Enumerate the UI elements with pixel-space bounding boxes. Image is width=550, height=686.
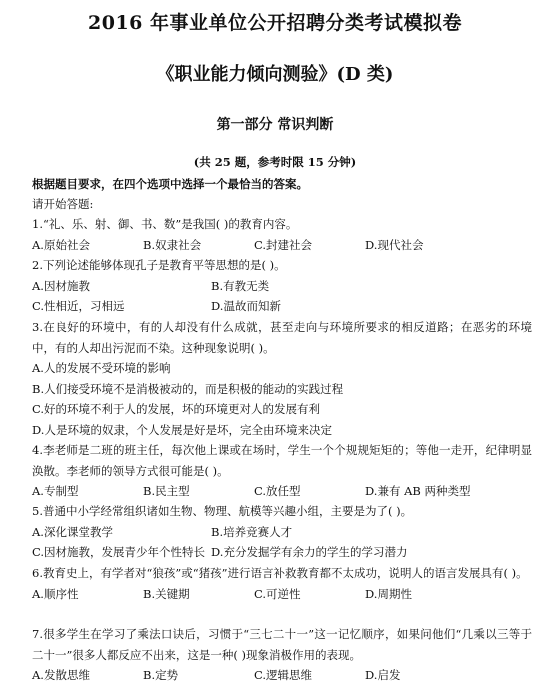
question-text: 2.下列论述能够体现孔子是教育平等思想的是( )。 <box>32 258 286 272</box>
question-2 <box>32 255 532 317</box>
option-row <box>32 542 532 563</box>
option-d: D.周期性 <box>365 586 412 601</box>
option-row <box>32 584 532 605</box>
option-b: B.人们接受环境不是消极被动的，而是积极的能动的实践过程 <box>32 381 344 396</box>
option-c: C.封建社会 <box>254 237 313 252</box>
question-text: 3.在良好的环境中，有的人却没有什么成就，甚至走向与环境所要求的相反道路；在恶劣的环境中，有的人却出污泥而不染。这种现象说明( )。 <box>32 320 532 355</box>
question-text: 6.教育史上，有学者对“狼孩”或“猪孩”进行语言补救教育都不太成功，说明人的语言发展具有( )。 <box>32 566 528 580</box>
exam-subtitle: 《职业能力倾向测验》(D 类) <box>156 64 394 85</box>
option-a: A.专制型 <box>32 484 79 498</box>
option-a: A.发散思维 <box>32 668 90 682</box>
option-d: D.温故而知新 <box>211 299 281 313</box>
question-text: 5.普通中小学经常组织诸如生物、物理、航模等兴趣小组，主要是为了( )。 <box>32 504 413 518</box>
option-a: A.人的发展不受环境的影响 <box>32 361 171 375</box>
option-row <box>32 522 532 543</box>
option-row <box>32 358 532 379</box>
option-c: C.放任型 <box>254 484 301 498</box>
section-title: 第一部分 常识判断 <box>216 117 334 133</box>
question-7 <box>32 624 532 686</box>
question-3 <box>32 317 532 440</box>
option-c: C.逻辑思维 <box>254 668 313 682</box>
option-row <box>32 379 532 400</box>
option-d: D.启发 <box>365 668 401 682</box>
question-text: 7.很多学生在学习了乘法口诀后，习惯于“三七二十一”这一记忆顺序，如果问他们“几乘以三等于二十一”很多人都反应不出来，这是一种( )现象消极作用的表现。 <box>32 627 532 662</box>
option-d: D.现代社会 <box>365 237 424 252</box>
question-5 <box>32 501 532 563</box>
option-a: A.顺序性 <box>32 586 79 601</box>
section-note: (共 25 题，参考时限 15 分钟) <box>193 155 357 169</box>
instructions-prompt: 请开始答题: <box>32 197 94 211</box>
option-b: B.奴隶社会 <box>143 237 202 252</box>
exam-title: 2016 年事业单位公开招聘分类考试模拟卷 <box>88 12 462 34</box>
option-d: D.人是环境的奴隶，个人发展是好是坏，完全由环境来决定 <box>32 422 332 437</box>
option-b: B.定势 <box>143 668 179 682</box>
question-text: 1.“礼、乐、射、御、书、数”是我国( )的教育内容。 <box>32 217 298 231</box>
question-6 <box>32 563 532 604</box>
option-b: B.培养竞赛人才 <box>211 524 293 539</box>
option-row <box>32 481 532 502</box>
option-row <box>32 399 532 420</box>
question-4 <box>32 440 532 502</box>
option-c: C.性相近，习相远 <box>32 299 125 313</box>
option-b: B.关键期 <box>143 586 190 601</box>
option-a: A.深化课堂教学 <box>32 524 113 539</box>
option-a: A.因材施教 <box>32 278 90 293</box>
option-c: C.好的环境不利于人的发展，坏的环境更对人的发展有利 <box>32 402 321 416</box>
option-row <box>32 235 532 256</box>
question-1 <box>32 214 532 255</box>
option-row <box>32 420 532 441</box>
option-row <box>32 665 532 686</box>
option-c: C.可逆性 <box>254 586 301 601</box>
option-row <box>32 296 532 317</box>
option-d: D.兼有 AB 两种类型 <box>365 484 471 498</box>
question-text: 4.李老师是二班的班主任，每次他上课或在场时，学生一个个规规矩矩的；等他一走开，纪律明显涣散。李老师的领导方式很可能是( )。 <box>32 443 532 478</box>
instructions-rule: 根据题目要求，在四个选项中选择一个最恰当的答案。 <box>32 177 308 191</box>
option-c: C.因材施教，发展青少年个性特长 <box>32 545 206 559</box>
option-b: B.有教无类 <box>211 278 270 293</box>
option-b: B.民主型 <box>143 484 190 498</box>
option-row <box>32 276 532 297</box>
option-a: A.原始社会 <box>32 237 90 252</box>
option-d: D.充分发掘学有余力的学生的学习潜力 <box>211 545 408 559</box>
